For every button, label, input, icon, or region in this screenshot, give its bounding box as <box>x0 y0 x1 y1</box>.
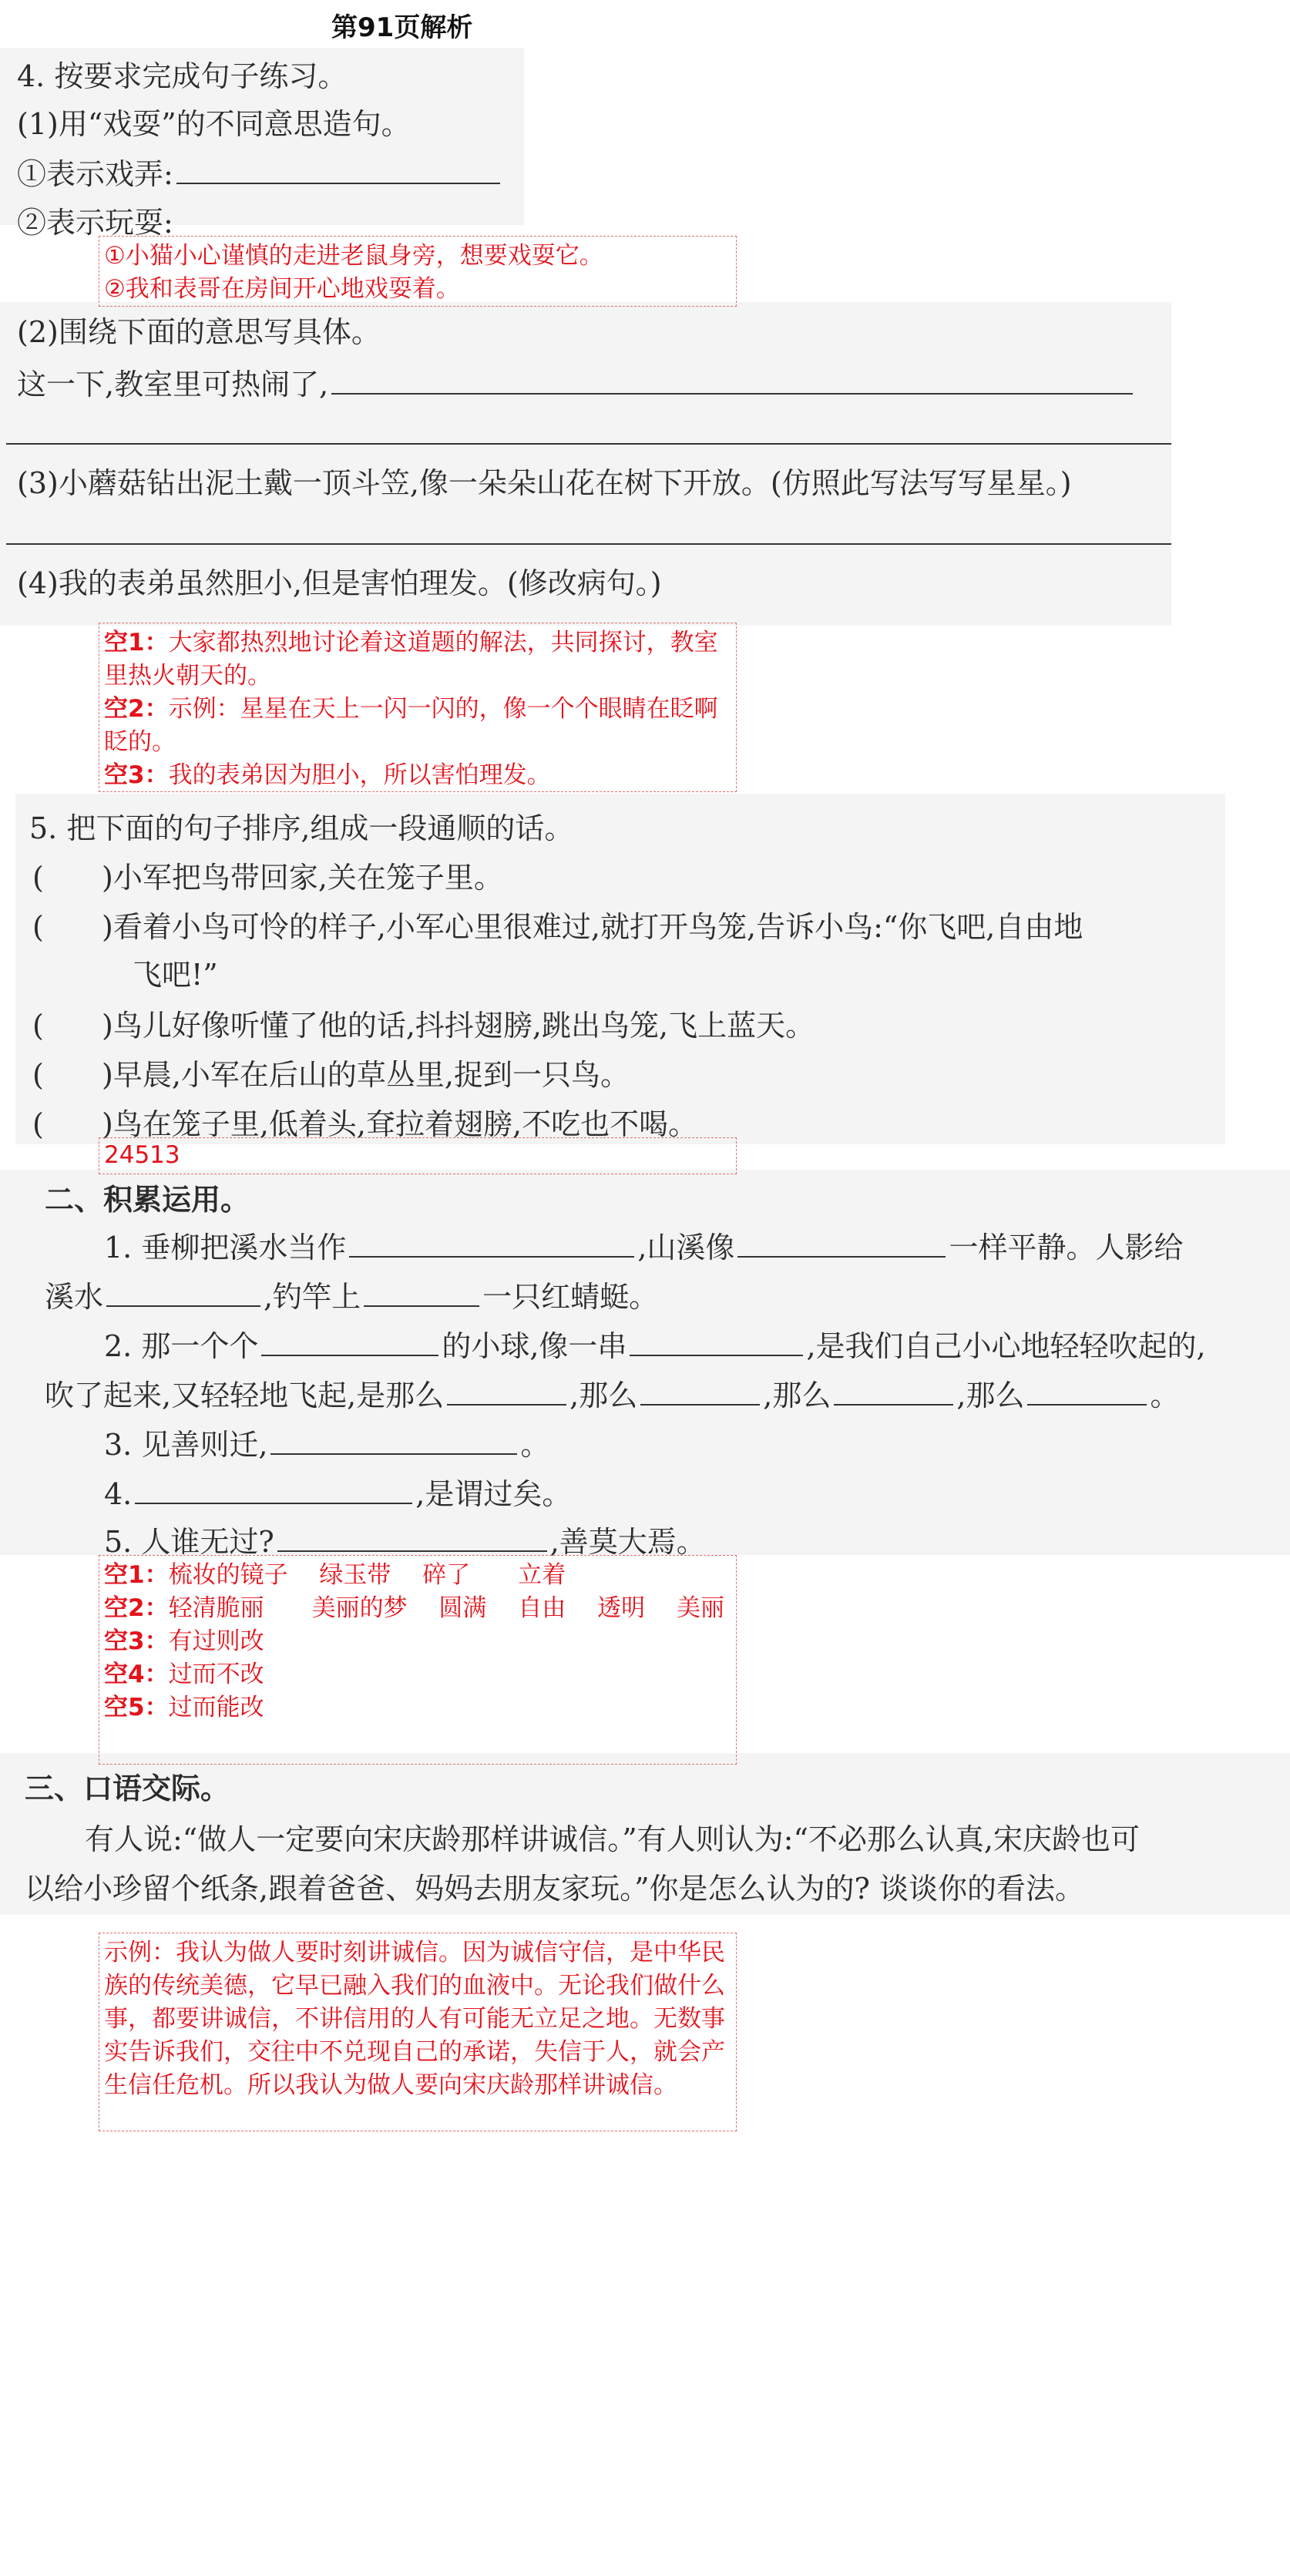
answer-line: 24513 <box>104 1141 180 1169</box>
q5-sentence-1: ( )小军把鸟带回家,关在笼子里。 <box>32 861 503 895</box>
q4-part2: (2)围绕下面的意思写具体。 <box>17 315 381 349</box>
answer-box-5 <box>99 1933 737 2131</box>
q4-heading: 4. 按要求完成句子练习。 <box>17 59 348 93</box>
q4-part1-a-label: ①表示戏弄: <box>17 157 173 191</box>
answer-box-4 <box>99 1555 737 1765</box>
answer-box-3 <box>99 1137 737 1174</box>
answer-rule[interactable] <box>6 443 1171 445</box>
sec2-line-4: 吹了起来,又轻轻地飞起,是那么 ,那么 ,那么 ,那么 。 <box>45 1372 1179 1414</box>
sec3-paragraph-2: 以给小珍留个纸条,跟着爸爸、妈妈去朋友家玩。”你是怎么认为的? 谈谈你的看法。 <box>25 1872 1084 1906</box>
answer-line: 空1：梳妆的镜子 绿玉带 碎了 立着 <box>104 1561 566 1589</box>
answer-line: 空2：轻清脆丽 美丽的梦 圆满 自由 透明 美丽 <box>104 1594 724 1622</box>
answer-blank[interactable] <box>630 1325 803 1356</box>
answer-line: 空5：过而能改 <box>104 1694 264 1721</box>
answer-blank[interactable] <box>135 1473 412 1504</box>
answer-blank[interactable] <box>176 153 500 184</box>
page-title: 第91页解析 <box>331 12 473 43</box>
answer-blank[interactable] <box>331 364 1133 395</box>
answer-blank[interactable] <box>364 1276 479 1307</box>
answer-box-2 <box>99 623 737 792</box>
answer-line: 空3：有过则改 <box>104 1627 264 1655</box>
answer-line: 空4：过而不改 <box>104 1661 264 1688</box>
answer-blank[interactable] <box>447 1375 566 1406</box>
q4-part1-a <box>17 150 503 193</box>
sec2-heading: 二、积累运用。 <box>45 1182 250 1217</box>
q5-heading: 5. 把下面的句子排序,组成一段通顺的话。 <box>29 811 574 845</box>
answer-box-1 <box>99 236 737 307</box>
answer-line: ②我和表哥在房间开心地戏耍着。 <box>104 275 460 303</box>
q5-sentence-2: ( )看着小鸟可怜的样子,小军心里很难过,就打开鸟笼,告诉小鸟:“你飞吧,自由地 <box>32 910 1083 944</box>
q5-sentence-3: ( )鸟儿好像听懂了他的话,抖抖翅膀,跳出鸟笼,飞上蓝天。 <box>32 1009 815 1043</box>
answer-blank[interactable] <box>640 1375 760 1406</box>
answer-blank[interactable] <box>349 1227 634 1258</box>
answer-blank[interactable] <box>834 1375 953 1406</box>
answer-line: 空3：我的表弟因为胆小，所以害怕理发。 <box>104 761 551 789</box>
sec2-line-3: 2. 那一个个 的小球,像一串 ,是我们自己小心地轻轻吹起的, <box>104 1322 1206 1365</box>
q5-sentence-2-cont: 飞吧!” <box>133 958 218 992</box>
answer-blank[interactable] <box>106 1276 260 1307</box>
sec3-paragraph-1: 有人说:“做人一定要向宋庆龄那样讲诚信。”有人则认为:“不必那么认真,宋庆龄也可 <box>85 1822 1140 1856</box>
sec2-line-7: 5. 人谁无过? ,善莫大焉。 <box>104 1518 706 1560</box>
sec2-line-5: 3. 见善则迁, 。 <box>104 1421 549 1463</box>
q4-part4: (4)我的表弟虽然胆小,但是害怕理发。(修改病句。) <box>17 566 662 600</box>
answer-line: 示例：我认为做人要时刻讲诚信。因为诚信守信，是中华民族的传统美德，它早已融入我们的血液中。无论我们做什么事，都要讲诚信，不讲信用的人有可能无立足之地。无数事实告诉我们，交往中不兑现自己的承诺，失信于人，就会产生信任危机。所以我认为做人要向宋庆龄那样讲诚信。 <box>104 1939 725 2099</box>
q4-part2-prompt: 这一下,教室里可热闹了, <box>17 368 329 401</box>
sec2-line-6: 4. ,是谓过矣。 <box>104 1470 571 1513</box>
q5-sentence-4: ( )早晨,小军在后山的草丛里,捉到一只鸟。 <box>32 1058 630 1092</box>
q4-part3: (3)小蘑菇钻出泥土戴一顶斗笠,像一朵朵山花在树下开放。(仿照此写法写写星星。) <box>17 466 1072 500</box>
sec2-line-1: 1. 垂柳把溪水当作 ,山溪像 一样平静。人影给 <box>104 1224 1183 1266</box>
q5-sentence-5: ( )鸟在笼子里,低着头,耷拉着翅膀,不吃也不喝。 <box>32 1107 698 1141</box>
answer-blank[interactable] <box>1027 1375 1147 1406</box>
answer-blank[interactable] <box>277 1521 547 1552</box>
answer-line: 空1：大家都热烈地讨论着这道题的解法，共同探讨，教室里热火朝天的。 <box>104 629 718 690</box>
q4-part1-b: ②表示玩耍: <box>17 206 173 240</box>
answer-line: ①小猫小心谨慎的走进老鼠身旁，想要戏耍它。 <box>104 242 603 270</box>
q4-part2-line <box>17 361 1136 403</box>
answer-blank[interactable] <box>737 1227 946 1258</box>
answer-rule[interactable] <box>6 543 1171 545</box>
sec3-heading: 三、口语交际。 <box>25 1771 230 1805</box>
answer-blank[interactable] <box>261 1325 438 1356</box>
answer-blank[interactable] <box>270 1424 517 1455</box>
answer-line: 空2：示例：星星在天上一闪一闪的，像一个个眼睛在眨啊眨的。 <box>104 695 718 756</box>
q4-part1: (1)用“戏耍”的不同意思造句。 <box>17 107 411 141</box>
sec2-line-2: 溪水 ,钓竿上 一只红蜻蜓。 <box>45 1273 658 1315</box>
